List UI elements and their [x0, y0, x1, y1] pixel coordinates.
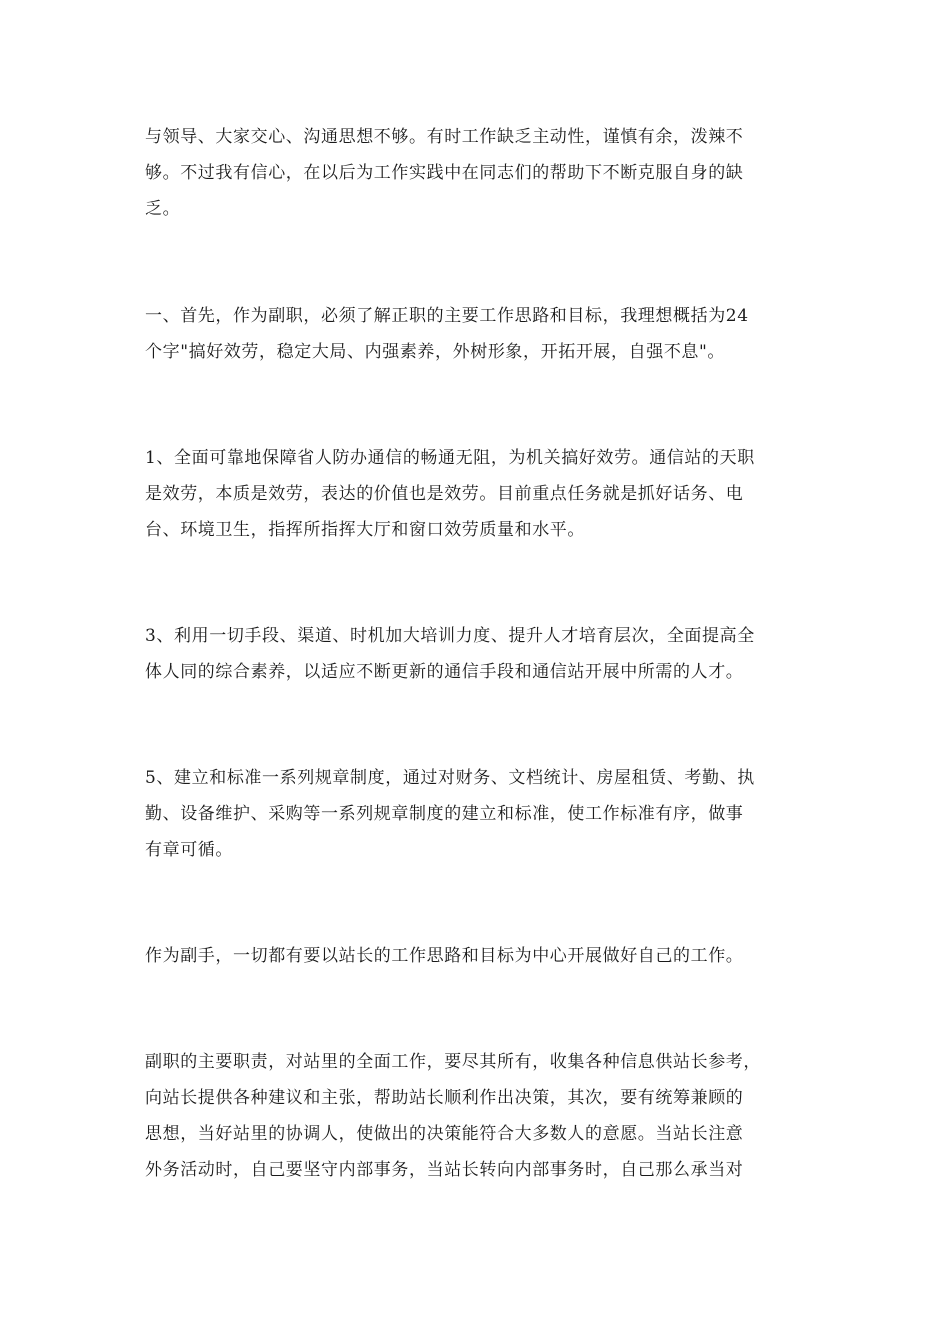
paragraph-deputy-duties: 副职的主要职责，对站里的全面工作，要尽其所有，收集各种信息供站长参考， 向站长提供各种建议和主张，帮助站长顺利作出决策，其次，要有统筹兼顾的 思想，当好站里的协调人，使做出的决策能符合大多数人的意愿。当站长注意 外务活动时，自己要坚守内部事务，当站长转向内部事务时，自己那么承当对 — [145, 1052, 761, 1180]
paragraph-item-3-training: 3、利用一切手段、渠道、时机加大培训力度、提升人才培育层次，全面提高全 体人同的综合素养，以适应不断更新的通信手段和通信站开展中所需的人才。 — [145, 626, 755, 682]
paragraph-communication-shortcomings: 与领导、大家交心、沟通思想不够。有时工作缺乏主动性，谨慎有余，泼辣不 够。不过我有信心，在以后为工作实践中在同志们的帮助下不断克服自身的缺 乏。 — [145, 127, 744, 219]
paragraph-section-one-goals: 一、首先，作为副职，必须了解正职的主要工作思路和目标，我理想概括为24 个字"搞好效劳，稳定大局、内强素养，外树形象，开拓开展，自强不息"。 — [145, 306, 749, 362]
paragraph-item-1-service: 1、全面可靠地保障省人防办通信的畅通无阻，为机关搞好效劳。通信站的天职 是效劳，本质是效劳，表达的价值也是效劳。目前重点任务就是抓好话务、电 台、环境卫生，指挥所指挥大厅和窗口效劳质量和水平。 — [145, 448, 755, 540]
paragraph-deputy-role: 作为副手，一切都有要以站长的工作思路和目标为中心开展做好自己的工作。 — [145, 946, 744, 966]
paragraph-item-5-regulations: 5、建立和标准一系列规章制度，通过对财务、文档统计、房屋租赁、考勤、执 勤、设备维护、采购等一系列规章制度的建立和标准，使工作标准有序，做事 有章可循。 — [145, 768, 755, 860]
